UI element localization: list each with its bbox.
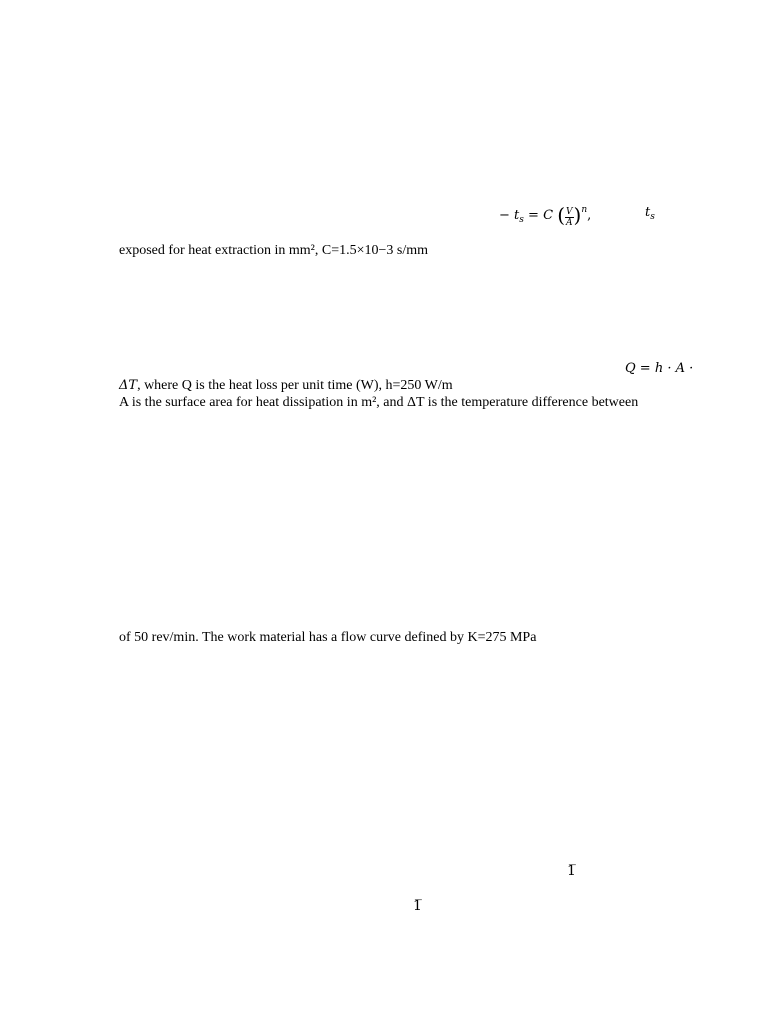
overbar-one-mark-center: 1̅ bbox=[413, 898, 422, 914]
ts-subscript: s bbox=[650, 212, 655, 222]
comma: , bbox=[587, 208, 592, 223]
exponent-n: n bbox=[581, 205, 588, 215]
ts-t: t bbox=[645, 205, 651, 220]
fraction-denominator: A bbox=[566, 218, 573, 228]
open-paren: ( bbox=[557, 203, 565, 227]
text-line-heat-extraction: exposed for heat extraction in mm², C=1.5×10−3 s/mm bbox=[119, 243, 428, 258]
close-paren: ) bbox=[573, 203, 582, 227]
volume-area-fraction bbox=[565, 207, 574, 228]
solidification-time-formula bbox=[499, 202, 591, 229]
heat-loss-description: , where Q is the heat loss per unit time (W), h=250 W/m bbox=[137, 378, 453, 393]
t-subscript: s bbox=[519, 215, 524, 225]
minus-sign: − bbox=[499, 208, 510, 223]
delta-t-symbol: ΔT bbox=[119, 378, 138, 393]
ts-symbol-right bbox=[645, 204, 655, 226]
text-line-surface-area: A is the surface area for heat dissipation in m², and ΔT is the temperature difference between bbox=[119, 395, 639, 410]
t-symbol: t bbox=[514, 208, 520, 223]
c-symbol: C bbox=[543, 208, 554, 223]
text-line-heat-loss bbox=[119, 377, 453, 394]
overbar-one-mark-right: 1̅ bbox=[567, 863, 576, 879]
fraction-numerator: V bbox=[566, 207, 573, 217]
equals-sign: = bbox=[528, 208, 539, 223]
heat-loss-formula: Q = h · A · bbox=[625, 361, 694, 376]
text-line-flow-curve: of 50 rev/min. The work material has a flow curve defined by K=275 MPa bbox=[119, 630, 537, 645]
